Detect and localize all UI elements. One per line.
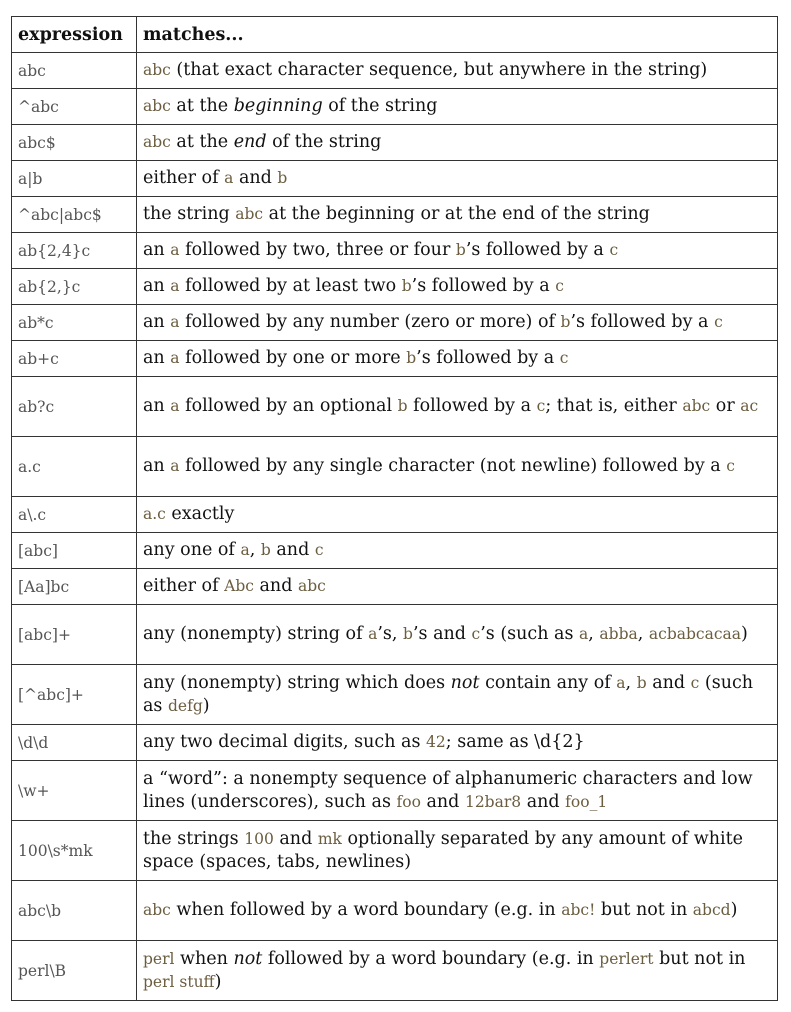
code-snippet: 12bar8 bbox=[464, 792, 522, 811]
table-row bbox=[12, 341, 778, 377]
description-text: (such as bbox=[143, 672, 754, 716]
description-text: ; same as \d{2} bbox=[445, 732, 585, 752]
matches-cell bbox=[137, 605, 778, 665]
description-text: ’s followed by a bbox=[570, 312, 715, 332]
description-text: but not in bbox=[653, 948, 746, 969]
code-snippet: abc bbox=[143, 97, 171, 115]
matches-cell bbox=[137, 233, 778, 269]
expression-cell: ab*c bbox=[12, 305, 137, 341]
description-text: followed by a word boundary (e.g. in bbox=[262, 948, 600, 969]
expression-cell: 100\s*mk bbox=[12, 821, 137, 881]
code-snippet: defg bbox=[167, 696, 203, 715]
table-row bbox=[12, 881, 778, 941]
matches-cell bbox=[137, 305, 778, 341]
expression-cell: [^abc]+ bbox=[12, 665, 137, 725]
description-text: ’s followed by a bbox=[465, 240, 610, 260]
description-text: exactly bbox=[165, 504, 235, 524]
emphasis-text: not bbox=[233, 948, 263, 969]
description-text: an bbox=[143, 312, 171, 332]
table-body bbox=[12, 53, 778, 1001]
code-snippet: b bbox=[636, 673, 647, 692]
description-text: followed by two, three or four bbox=[179, 240, 456, 260]
description-text: any (nonempty) string which does bbox=[143, 672, 451, 693]
description-text: followed by one or more bbox=[179, 348, 407, 368]
code-snippet: b bbox=[455, 241, 466, 259]
description-text: either of bbox=[143, 576, 225, 596]
table-row bbox=[12, 269, 778, 305]
matches-cell bbox=[137, 761, 778, 821]
description-text: of the string bbox=[266, 132, 382, 152]
description-text: and bbox=[420, 791, 465, 812]
description-text: of the string bbox=[322, 96, 438, 116]
code-snippet: perl bbox=[143, 949, 175, 968]
code-snippet: a bbox=[170, 277, 180, 295]
matches-cell bbox=[137, 497, 778, 533]
code-snippet: ac bbox=[740, 397, 759, 415]
code-snippet: a bbox=[368, 625, 378, 643]
description-text: either of bbox=[143, 168, 225, 188]
code-snippet: perl stuff bbox=[143, 972, 215, 991]
description-text: an bbox=[143, 240, 171, 260]
table-row bbox=[12, 533, 778, 569]
description-text: at the beginning or at the end of the string bbox=[263, 204, 650, 224]
description-text: contain any of bbox=[479, 672, 617, 693]
code-snippet: a bbox=[170, 349, 180, 367]
matches-cell bbox=[137, 161, 778, 197]
matches-cell bbox=[137, 269, 778, 305]
description-text: an bbox=[143, 456, 171, 476]
description-text: followed by any single character (not newline) followed by a bbox=[179, 456, 727, 476]
code-snippet: abcd bbox=[692, 901, 731, 919]
table-row bbox=[12, 305, 778, 341]
description-text: ) bbox=[740, 624, 748, 644]
description-text: (that exact character sequence, but anywhere in the string) bbox=[170, 60, 708, 80]
code-snippet: b bbox=[401, 277, 412, 295]
code-snippet: abc bbox=[143, 61, 171, 79]
description-text: ’s and bbox=[412, 624, 472, 644]
description-text: and bbox=[233, 168, 278, 188]
description-text: any one of bbox=[143, 540, 241, 560]
description-text: ’s followed by a bbox=[416, 348, 560, 368]
table-row bbox=[12, 89, 778, 125]
code-snippet: c bbox=[536, 397, 546, 415]
code-snippet: abc bbox=[682, 397, 711, 415]
code-snippet: a bbox=[170, 397, 180, 415]
expression-cell: abc bbox=[12, 53, 137, 89]
matches-cell bbox=[137, 341, 778, 377]
code-snippet: a bbox=[170, 457, 180, 475]
code-snippet: acbabcacaa bbox=[648, 625, 741, 643]
regex-reference-table bbox=[11, 16, 778, 1001]
description-text: and bbox=[253, 576, 298, 596]
matches-cell bbox=[137, 125, 778, 161]
code-snippet: abc bbox=[143, 133, 171, 151]
matches-cell bbox=[137, 89, 778, 125]
description-text: , bbox=[588, 624, 600, 644]
description-text: ’s followed by a bbox=[411, 276, 556, 296]
description-text: followed by any number (zero or more) of bbox=[179, 312, 561, 332]
description-text: followed by at least two bbox=[179, 276, 402, 296]
code-snippet: abc bbox=[143, 901, 171, 919]
code-snippet: perlert bbox=[599, 949, 654, 968]
code-snippet: 100 bbox=[244, 829, 274, 848]
description-text: , bbox=[249, 540, 261, 560]
expression-cell: [abc]+ bbox=[12, 605, 137, 665]
description-text: when followed by a word boundary (e.g. in bbox=[170, 900, 562, 920]
description-text: , bbox=[625, 672, 637, 693]
emphasis-text: not bbox=[450, 672, 480, 693]
code-snippet: abba bbox=[599, 625, 638, 643]
expression-cell: ^abc bbox=[12, 89, 137, 125]
expression-cell: a\.c bbox=[12, 497, 137, 533]
code-snippet: foo_1 bbox=[565, 792, 608, 811]
table-row bbox=[12, 725, 778, 761]
description-text: the strings bbox=[143, 828, 245, 849]
code-snippet: c bbox=[690, 673, 700, 692]
table-row bbox=[12, 569, 778, 605]
description-text: an bbox=[143, 348, 171, 368]
matches-cell bbox=[137, 437, 778, 497]
matches-cell bbox=[137, 377, 778, 437]
code-snippet: a bbox=[616, 673, 626, 692]
table-row bbox=[12, 53, 778, 89]
code-snippet: c bbox=[559, 349, 569, 367]
description-text: ) bbox=[202, 695, 210, 716]
description-text: and bbox=[273, 828, 318, 849]
code-snippet: c bbox=[609, 241, 619, 259]
code-snippet: b bbox=[403, 625, 413, 643]
expression-cell: \d\d bbox=[12, 725, 137, 761]
description-text: followed by a bbox=[407, 396, 537, 416]
matches-cell bbox=[137, 197, 778, 233]
code-snippet: c bbox=[471, 625, 481, 643]
table-row bbox=[12, 161, 778, 197]
table-header-row bbox=[12, 17, 778, 53]
code-snippet: b bbox=[260, 541, 271, 559]
expression-cell: a|b bbox=[12, 161, 137, 197]
description-text: followed by an optional bbox=[179, 396, 398, 416]
matches-cell bbox=[137, 821, 778, 881]
expression-cell: ab{2,4}c bbox=[12, 233, 137, 269]
table-row bbox=[12, 941, 778, 1001]
header-expression: expression bbox=[12, 17, 137, 53]
table-row bbox=[12, 605, 778, 665]
expression-cell: ab{2,}c bbox=[12, 269, 137, 305]
matches-cell bbox=[137, 725, 778, 761]
code-snippet: a bbox=[170, 313, 180, 331]
header-matches: matches... bbox=[137, 17, 778, 53]
description-text: any two decimal digits, such as bbox=[143, 732, 427, 752]
code-snippet: c bbox=[726, 457, 735, 475]
expression-cell: ab?c bbox=[12, 377, 137, 437]
code-snippet: abc bbox=[235, 205, 264, 223]
description-text: any (nonempty) string of bbox=[143, 624, 369, 644]
description-text: an bbox=[143, 276, 171, 296]
matches-cell bbox=[137, 569, 778, 605]
table-row bbox=[12, 125, 778, 161]
code-snippet: c bbox=[314, 541, 324, 559]
expression-cell: perl\B bbox=[12, 941, 137, 1001]
code-snippet: a bbox=[240, 541, 250, 559]
description-text: and bbox=[521, 791, 566, 812]
matches-cell bbox=[137, 941, 778, 1001]
expression-cell: ^abc|abc$ bbox=[12, 197, 137, 233]
emphasis-text: beginning bbox=[233, 96, 323, 116]
code-snippet: b bbox=[397, 397, 408, 415]
code-snippet: mk bbox=[317, 829, 342, 848]
code-snippet: b bbox=[406, 349, 417, 367]
description-text: at the bbox=[170, 96, 234, 116]
description-text: ’s (such as bbox=[480, 624, 580, 644]
matches-cell bbox=[137, 881, 778, 941]
code-snippet: c bbox=[714, 313, 723, 331]
table-row bbox=[12, 665, 778, 725]
description-text: a “word”: a nonempty sequence of alphanumeric characters and low lines (underscores), such as bbox=[143, 768, 753, 812]
code-snippet: abc! bbox=[561, 901, 596, 919]
expression-cell: [abc] bbox=[12, 533, 137, 569]
table-row bbox=[12, 821, 778, 881]
expression-cell: abc\b bbox=[12, 881, 137, 941]
table-row bbox=[12, 377, 778, 437]
code-snippet: c bbox=[555, 277, 564, 295]
expression-cell: ab+c bbox=[12, 341, 137, 377]
code-snippet: Abc bbox=[224, 577, 254, 595]
code-snippet: b bbox=[560, 313, 571, 331]
description-text: and bbox=[646, 672, 691, 693]
matches-cell bbox=[137, 665, 778, 725]
table-row bbox=[12, 197, 778, 233]
description-text: an bbox=[143, 396, 171, 416]
description-text: or bbox=[710, 396, 741, 416]
code-snippet: a.c bbox=[143, 505, 166, 523]
code-snippet: foo bbox=[396, 792, 421, 811]
matches-cell bbox=[137, 53, 778, 89]
description-text: ’s, bbox=[377, 624, 404, 644]
table-row bbox=[12, 233, 778, 269]
description-text: ) bbox=[214, 971, 222, 992]
code-snippet: abc bbox=[297, 577, 326, 595]
description-text: optionally separated by any amount of white space (spaces, tabs, newlines) bbox=[143, 828, 744, 872]
emphasis-text: end bbox=[233, 132, 267, 152]
description-text: and bbox=[270, 540, 315, 560]
table-row bbox=[12, 497, 778, 533]
description-text: when bbox=[174, 948, 234, 969]
code-snippet: a bbox=[579, 625, 589, 643]
expression-cell: abc$ bbox=[12, 125, 137, 161]
code-snippet: 42 bbox=[426, 733, 446, 751]
description-text: the string bbox=[143, 204, 236, 224]
expression-cell: [Aa]bc bbox=[12, 569, 137, 605]
matches-cell bbox=[137, 533, 778, 569]
code-snippet: b bbox=[277, 169, 288, 187]
table-row bbox=[12, 761, 778, 821]
description-text: ; that is, either bbox=[545, 396, 683, 416]
code-snippet: a bbox=[224, 169, 234, 187]
description-text: but not in bbox=[595, 900, 693, 920]
code-snippet: a bbox=[170, 241, 180, 259]
table-row bbox=[12, 437, 778, 497]
expression-cell: \w+ bbox=[12, 761, 137, 821]
description-text: at the bbox=[170, 132, 234, 152]
description-text: ) bbox=[730, 900, 738, 920]
expression-cell: a.c bbox=[12, 437, 137, 497]
description-text: , bbox=[637, 624, 649, 644]
